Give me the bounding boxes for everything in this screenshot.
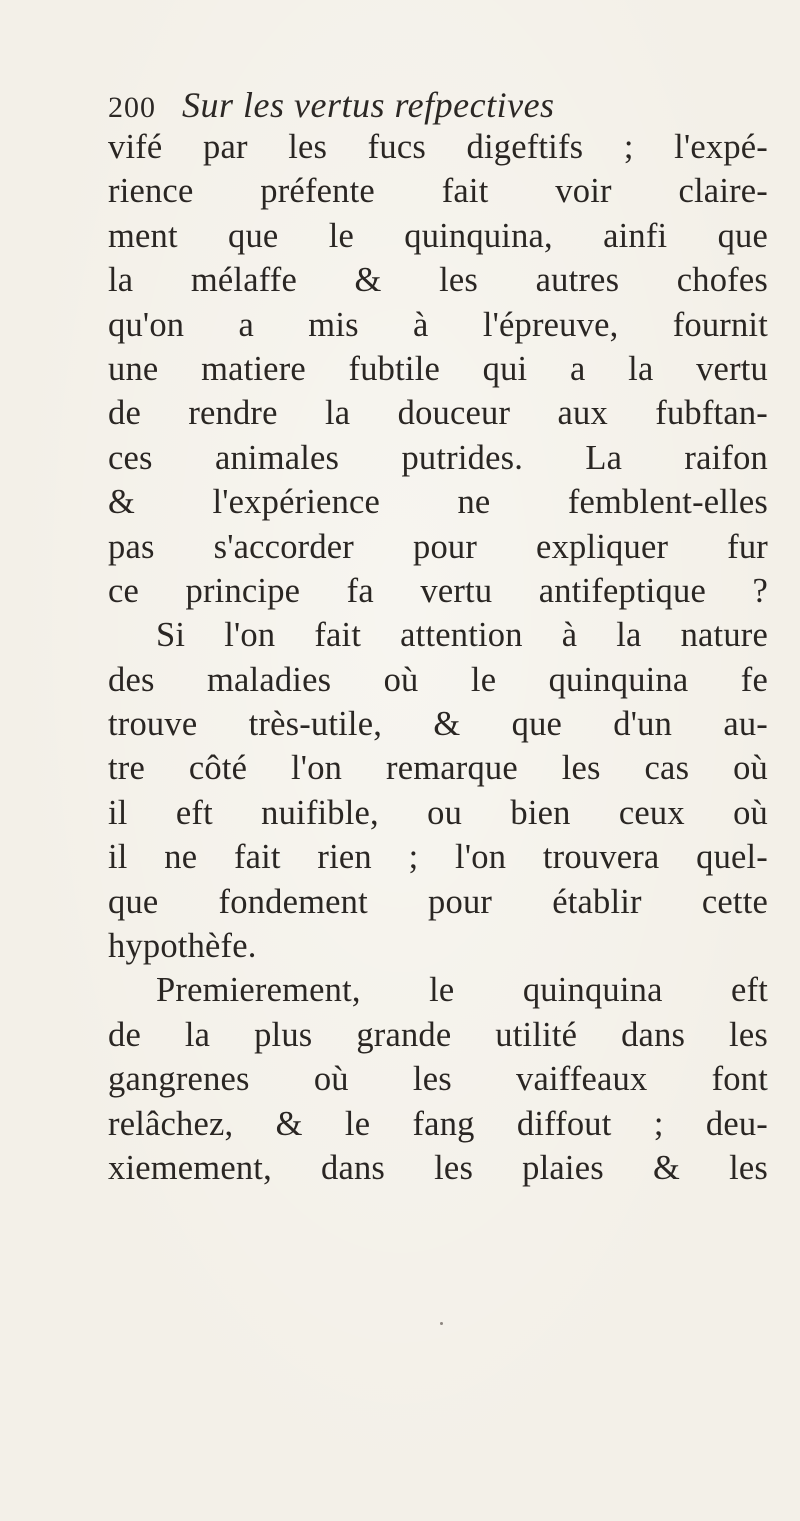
text-line: ce principe fa vertu antifeptique ? [108, 571, 768, 610]
text-line: des maladies où le quinquina fe [108, 660, 768, 699]
text-line: il eft nuifible, ou bien ceux où [108, 793, 768, 832]
text-line: trouve très-utile, & que d'un au- [108, 705, 768, 744]
text-line: ces animales putrides. La raifon [108, 438, 768, 477]
text-line: que fondement pour établir cette [108, 882, 768, 921]
text-line: de la plus grande utilité dans les [108, 1015, 768, 1054]
printer-mark [440, 1322, 443, 1325]
text-line: la mélaffe & les autres chofes [108, 261, 768, 300]
running-head [108, 84, 555, 128]
text-line: il ne fait rien ; l'on trouvera quel- [108, 838, 768, 877]
text-line: vifé par les fucs digeftifs ; l'expé- [108, 128, 768, 166]
text-line: pas s'accorder pour expliquer fur [108, 527, 768, 566]
text-line: xiemement, dans les plaies & les [108, 1148, 768, 1187]
text-line: gangrenes où les vaiffeaux font [108, 1060, 768, 1099]
text-line: & l'expérience ne femblent-elles [108, 483, 768, 522]
running-title: Sur les vertus refpectives [182, 85, 555, 125]
text-line: qu'on a mis à l'épreuve, fournit [108, 305, 768, 344]
body-text [108, 125, 768, 1190]
text-line: une matiere fubtile qui a la vertu [108, 349, 768, 388]
paragraph-start-line: Si l'on fait attention à la nature [156, 616, 768, 655]
paragraph-start-line: Premierement, le quinquina eft [156, 971, 768, 1010]
text-line: de rendre la douceur aux fubftan- [108, 394, 768, 433]
page-number: 200 [108, 91, 156, 124]
text-line: relâchez, & le fang diffout ; deu- [108, 1104, 768, 1143]
text-line: rience préfente fait voir claire- [108, 172, 768, 211]
text-line: tre côté l'on remarque les cas où [108, 749, 768, 788]
paragraph-end-line: hypothèfe. [108, 927, 257, 966]
text-line: ment que le quinquina, ainfi que [108, 216, 768, 255]
